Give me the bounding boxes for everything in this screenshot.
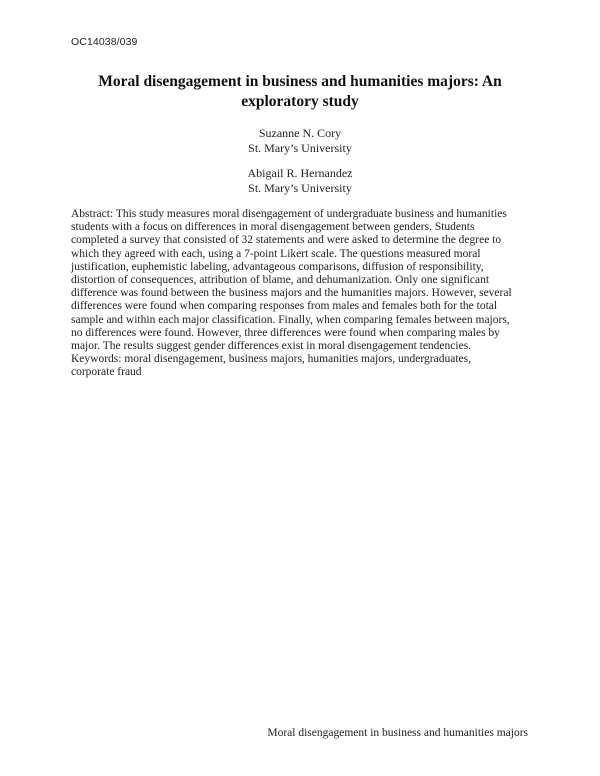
author-affiliation: St. Mary’s University bbox=[248, 141, 352, 155]
keywords-line: Keywords: moral disengagement, business majors, humanities majors, undergraduates, bbox=[71, 353, 471, 366]
abstract-line: completed a survey that consisted of 32 statements and were asked to determine the degree to bbox=[71, 234, 502, 247]
abstract-line: students with a focus on differences in moral disengagement between genders. Students bbox=[71, 221, 475, 234]
abstract-line: distortion of consequences, attribution of blame, and dehumanization. Only one significant bbox=[71, 274, 490, 287]
abstract-line: differences were found when comparing responses from males and females both for the total bbox=[71, 300, 498, 313]
document-id: OC14038/039 bbox=[71, 36, 138, 48]
abstract-line: major. The results suggest gender differences exist in moral disengagement tendencies. bbox=[71, 340, 472, 353]
author-block bbox=[150, 166, 450, 196]
running-footer: Moral disengagement in business and humanities majors bbox=[267, 727, 528, 739]
paper-title bbox=[80, 72, 520, 112]
abstract-line: Abstract: This study measures moral disengagement of undergraduate business and humanities bbox=[71, 208, 507, 220]
author-block bbox=[150, 126, 450, 156]
abstract-line: justification, euphemistic labeling, advantageous comparisons, diffusion of responsibility, bbox=[71, 260, 484, 273]
abstract-line: difference was found between the business majors and the humanities majors. However, several bbox=[71, 287, 512, 300]
abstract-line: no differences were found. However, three differences were found when comparing males by bbox=[71, 326, 500, 339]
abstract-line: which they agreed with each, using a 7-point Likert scale. The questions measured moral bbox=[71, 247, 481, 260]
abstract bbox=[71, 208, 531, 380]
title-line: Moral disengagement in business and humanities majors: An bbox=[98, 73, 502, 90]
title-line: exploratory study bbox=[241, 93, 359, 110]
abstract-line: sample and within each major classification. Finally, when comparing females between majors, bbox=[71, 313, 510, 326]
keywords-line: corporate fraud bbox=[71, 366, 142, 379]
author-name: Abigail R. Hernandez bbox=[247, 166, 353, 180]
author-name: Suzanne N. Cory bbox=[258, 126, 342, 140]
author-affiliation: St. Mary’s University bbox=[248, 181, 352, 195]
